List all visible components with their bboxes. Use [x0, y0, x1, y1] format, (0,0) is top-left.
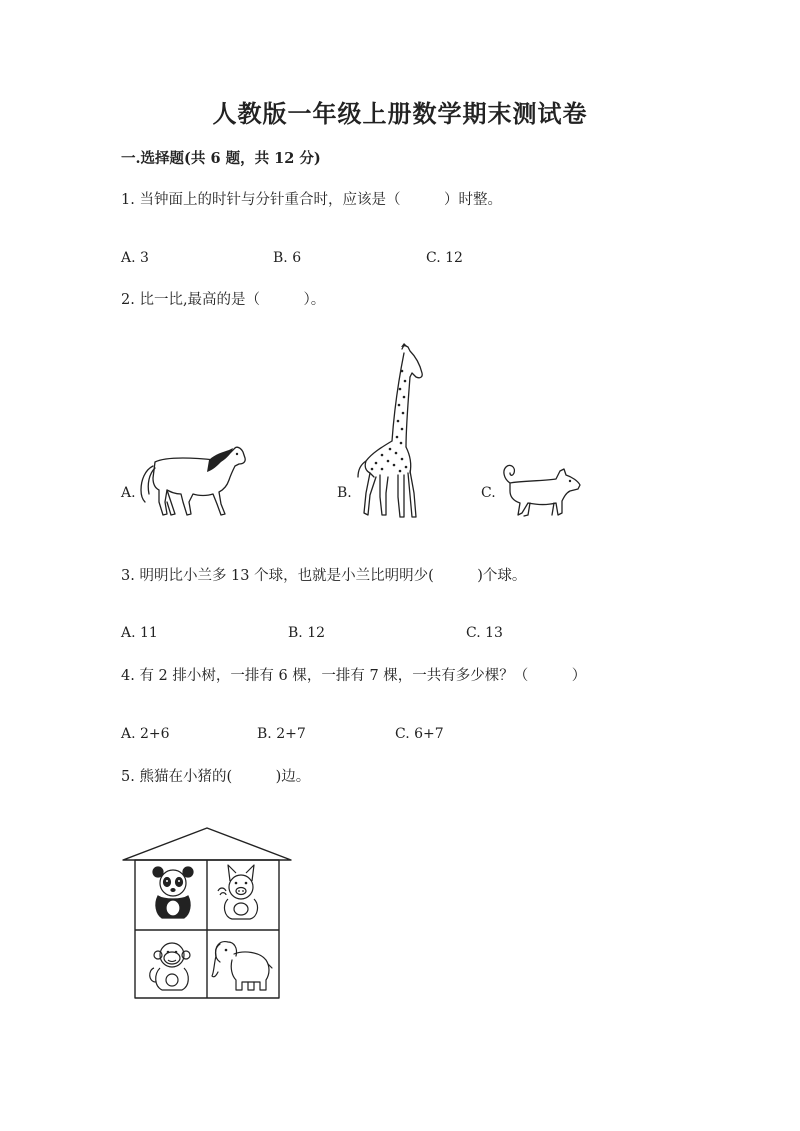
elephant-icon: [210, 938, 274, 994]
question-3-option-b[interactable]: B. 12: [288, 625, 326, 641]
question-2-option-a[interactable]: A.: [121, 485, 136, 501]
question-4-option-c[interactable]: C. 6+7: [395, 726, 444, 742]
horse-icon: [137, 444, 249, 518]
page-title: 人教版一年级上册数学期末测试卷: [212, 99, 588, 128]
question-1-text: 1. 当钟面上的时针与分针重合时，应该是（ ）时整。: [121, 192, 502, 208]
question-3-text: 3. 明明比小兰多 13 个球，也就是小兰比明明少( )个球。: [121, 568, 527, 584]
monkey-icon: [146, 940, 198, 992]
panda-icon: [150, 866, 196, 920]
question-2-option-b[interactable]: B.: [337, 485, 352, 501]
question-2-text: 2. 比一比,最高的是（ ）。: [121, 292, 326, 308]
question-4-option-a[interactable]: A. 2+6: [121, 726, 170, 742]
question-4-text: 4. 有 2 排小树，一排有 6 棵，一排有 7 棵，一共有多少棵？（ ）: [121, 668, 587, 684]
section-heading: 一.选择题(共 6 题，共 12 分): [121, 150, 321, 167]
question-3-option-c[interactable]: C. 13: [466, 625, 503, 641]
pig-icon: [216, 863, 266, 923]
question-1-option-a[interactable]: A. 3: [121, 250, 149, 266]
giraffe-icon: [354, 343, 426, 521]
question-1-option-c[interactable]: C. 12: [426, 250, 463, 266]
question-2-option-c[interactable]: C.: [481, 485, 496, 501]
dog-icon: [500, 463, 582, 519]
question-5-text: 5. 熊猫在小猪的( )边。: [121, 769, 311, 785]
question-3-option-a[interactable]: A. 11: [121, 625, 158, 641]
question-1-option-b[interactable]: B. 6: [273, 250, 302, 266]
question-4-option-b[interactable]: B. 2+7: [257, 726, 306, 742]
